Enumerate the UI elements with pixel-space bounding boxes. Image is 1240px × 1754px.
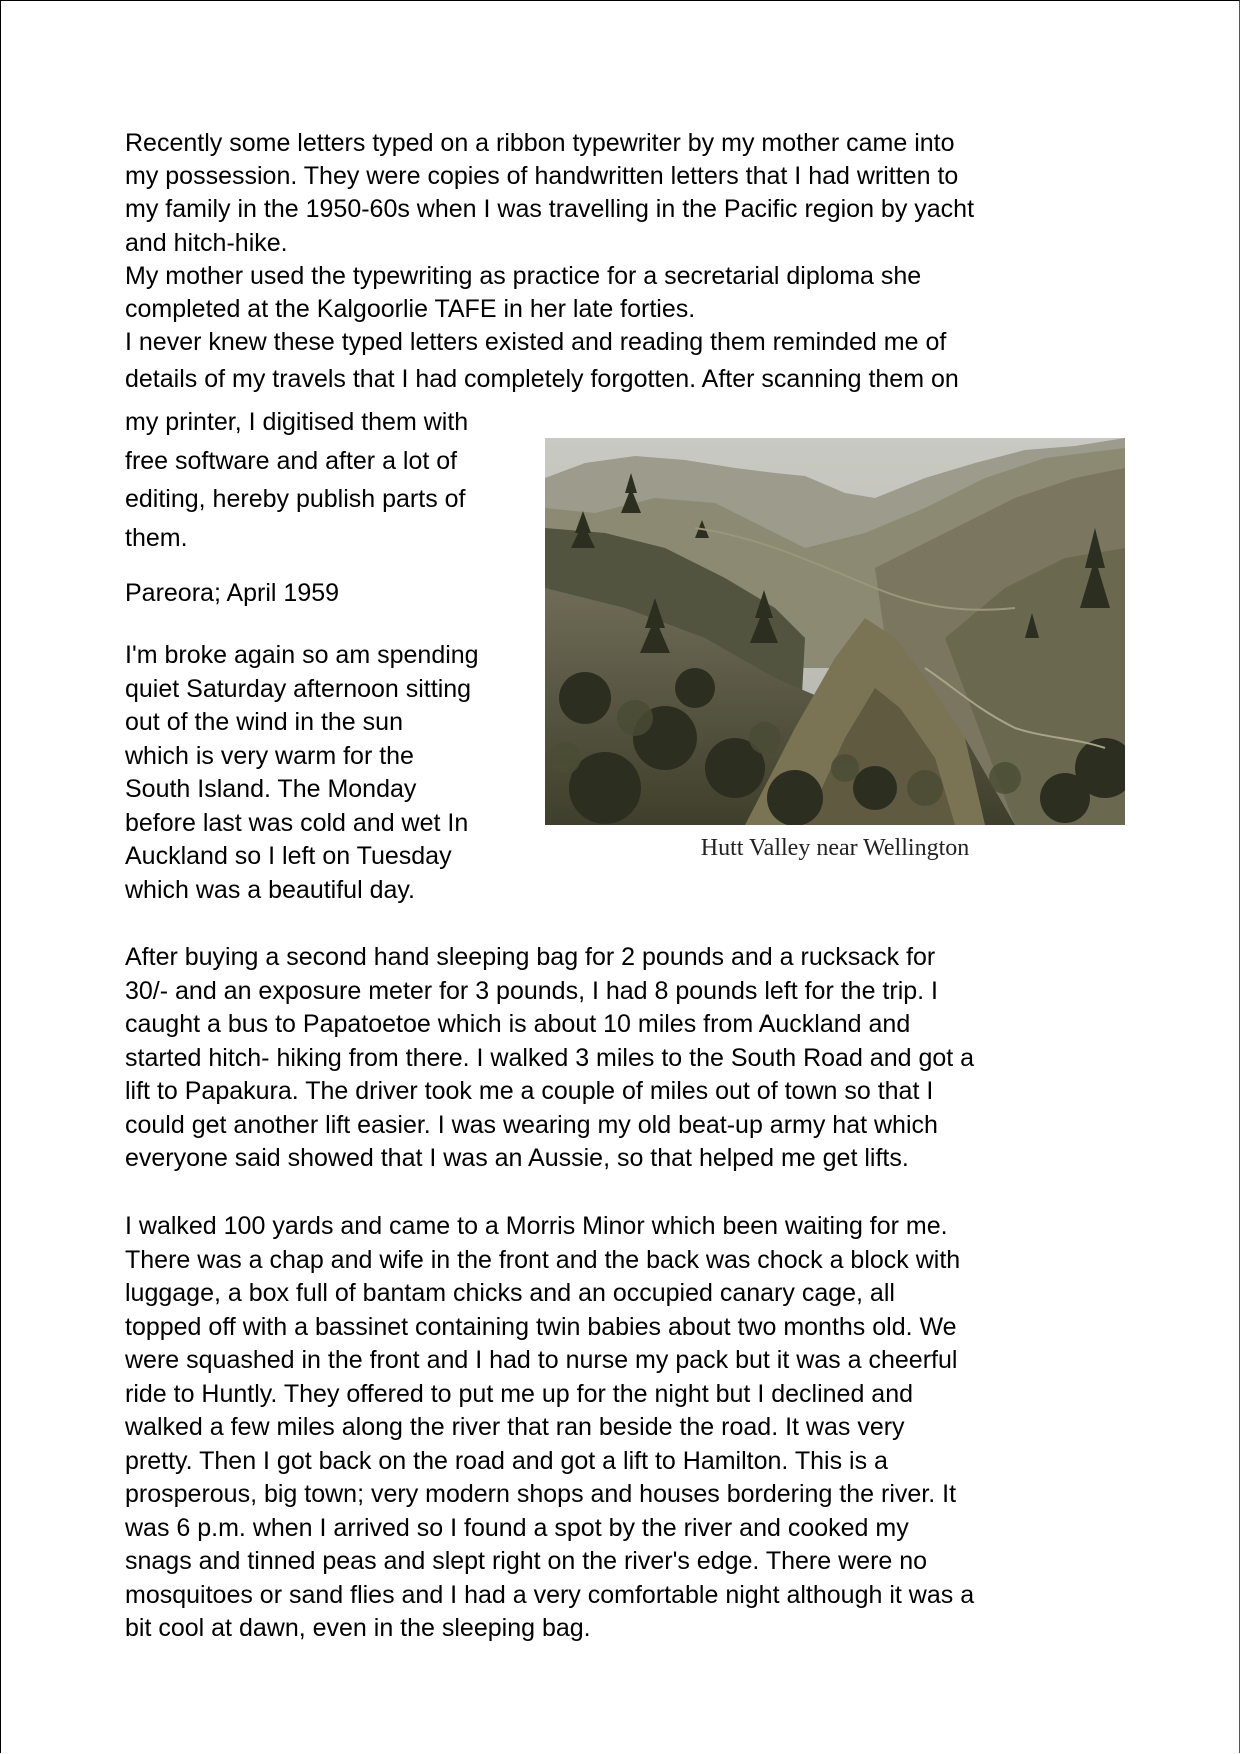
letter-dateline: Pareora; April 1959 bbox=[125, 579, 340, 607]
text-line: them. bbox=[125, 523, 188, 552]
text-line: before last was cold and wet In bbox=[125, 808, 469, 837]
text-line: lift to Papakura. The driver took me a couple of miles out of town so that I bbox=[125, 1077, 934, 1105]
text-line: I'm broke again so am spending bbox=[125, 641, 479, 669]
text-line: my possession. They were copies of handwritten letters that I had written to bbox=[125, 162, 959, 191]
text-line: caught a bus to Papatoetoe which is about 10 miles from Auckland and bbox=[125, 1010, 911, 1038]
text-line: details of my travels that I had completely forgotten. After scanning them on bbox=[125, 365, 959, 393]
text-line: snags and tinned peas and slept right on the river's edge. There were no bbox=[125, 1547, 928, 1575]
text-line: My mother used the typewriting as practice for a secretarial diploma she bbox=[125, 261, 922, 290]
text-line: Recently some letters typed on a ribbon typewriter by my mother came into bbox=[125, 129, 955, 157]
text-line: There was a chap and wife in the front and the back was chock a block with bbox=[125, 1245, 961, 1274]
text-line: completed at the Kalgoorlie TAFE in her late forties. bbox=[125, 295, 696, 324]
intro-wrapped-lines bbox=[125, 403, 468, 557]
text-line: and hitch-hike. bbox=[125, 228, 288, 257]
letter-paragraph-3 bbox=[125, 1210, 974, 1646]
text-line: quiet Saturday afternoon sitting bbox=[125, 674, 472, 703]
text-line: which is very warm for the bbox=[125, 741, 414, 770]
intro-paragraph-continued bbox=[125, 360, 959, 399]
text-line: ride to Huntly. They offered to put me up for the night but I declined and bbox=[125, 1379, 914, 1408]
text-line: pretty. Then I got back on the road and got a lift to Hamilton. This is a bbox=[125, 1446, 888, 1475]
text-line: was 6 p.m. when I arrived so I found a spot by the river and cooked my bbox=[125, 1513, 909, 1542]
text-line: prosperous, big town; very modern shops and houses bordering the river. It bbox=[125, 1480, 957, 1508]
text-line: out of the wind in the sun bbox=[125, 708, 403, 736]
text-line: bit cool at dawn, even in the sleeping bag. bbox=[125, 1614, 591, 1642]
text-line: luggage, a box full of bantam chicks and an occupied canary cage, all bbox=[125, 1279, 895, 1307]
text-line: editing, hereby publish parts of bbox=[125, 485, 466, 513]
text-line: topped off with a bassinet containing twin babies about two months old. We bbox=[125, 1312, 957, 1341]
text-line: started hitch- hiking from there. I walked 3 miles to the South Road and got a bbox=[125, 1043, 975, 1072]
text-line: I walked 100 yards and came to a Morris Minor which been waiting for me. bbox=[125, 1212, 948, 1240]
text-line: walked a few miles along the river that ran beside the road. It was very bbox=[125, 1413, 905, 1441]
text-line: were squashed in the front and I had to nurse my pack but it was a cheerful bbox=[125, 1346, 958, 1374]
landscape-photo-icon bbox=[545, 438, 1125, 825]
text-line: everyone said showed that I was an Aussie, so that helped me get lifts. bbox=[125, 1144, 909, 1172]
text-line: I never knew these typed letters existed and reading them reminded me of bbox=[125, 328, 947, 357]
text-line: my family in the 1950-60s when I was travelling in the Pacific region by yacht bbox=[125, 195, 975, 224]
text-line: mosquitoes or sand flies and I had a very comfortable night although it was a bbox=[125, 1580, 975, 1609]
intro-paragraph bbox=[125, 127, 974, 359]
text-line: which was a beautiful day. bbox=[125, 875, 415, 904]
text-line: Auckland so I left on Tuesday bbox=[125, 842, 452, 870]
text-line: South Island. The Monday bbox=[125, 775, 417, 803]
letter-paragraph-2 bbox=[125, 941, 974, 1176]
text-line: 30/- and an exposure meter for 3 pounds, I had 8 pounds left for the trip. I bbox=[125, 976, 939, 1005]
landscape-photo bbox=[545, 438, 1125, 825]
text-line: After buying a second hand sleeping bag for 2 pounds and a rucksack for bbox=[125, 943, 936, 971]
text-line: could get another lift easier. I was wearing my old beat-up army hat which bbox=[125, 1110, 938, 1139]
photo-caption: Hutt Valley near Wellington bbox=[700, 835, 970, 861]
text-line: my printer, I digitised them with bbox=[125, 408, 469, 436]
letter-paragraph-1 bbox=[125, 639, 479, 907]
text-line: free software and after a lot of bbox=[125, 446, 458, 475]
